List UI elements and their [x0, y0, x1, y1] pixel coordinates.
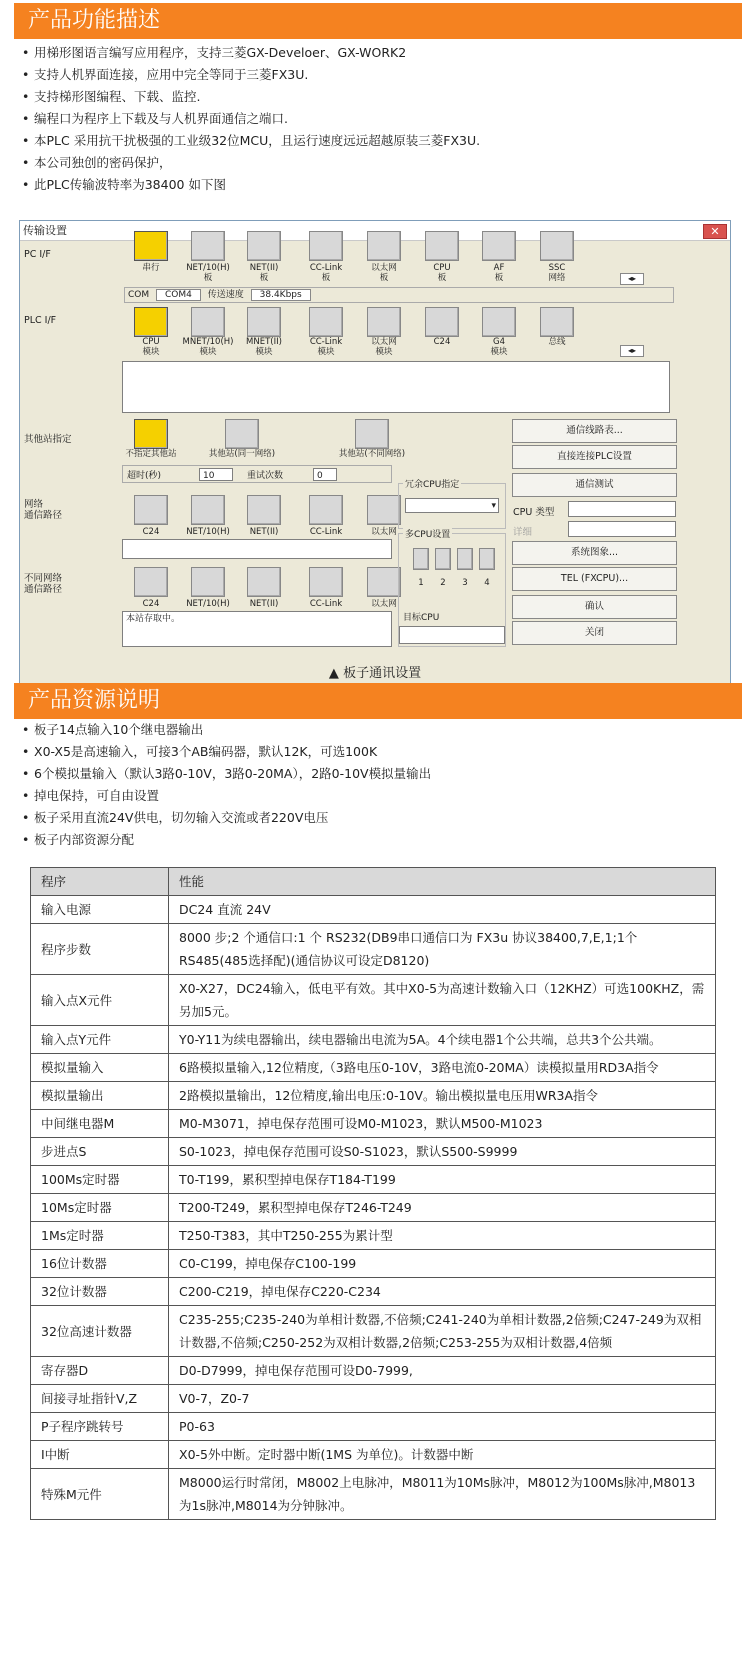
- timeout-label: 超时(秒): [127, 471, 162, 481]
- detail-field: [568, 521, 676, 537]
- table-row: [31, 1054, 716, 1082]
- feature-item: • 编程口为程序上下载及与人机界面通信之端口.: [22, 108, 742, 130]
- row-name: 程序步数: [31, 924, 169, 975]
- pc_items-label-7: SSC 网络: [548, 263, 566, 283]
- pc_items-icon-2[interactable]: [247, 231, 281, 261]
- pc_items-label-1: NET/10(H) 板: [186, 263, 230, 283]
- plc_items-icon-5[interactable]: [425, 307, 459, 337]
- plc_items-label-2: MNET(II) 模块: [246, 337, 282, 357]
- row-value: T200-T249，累积型掉电保存T246-T249: [169, 1194, 716, 1222]
- net_items-label-1: NET/10(H): [186, 527, 230, 537]
- table-row: [31, 1082, 716, 1110]
- plc_items-icon-4[interactable]: [367, 307, 401, 337]
- other-station-label: 其他站指定: [24, 434, 72, 445]
- row-name: 模拟量输出: [31, 1082, 169, 1110]
- table-row: [31, 1413, 716, 1441]
- plc_items-label-5: C24: [433, 337, 451, 347]
- row-name: I中断: [31, 1441, 169, 1469]
- plc-info-box: [122, 361, 670, 413]
- net_items-label-2: NET(II): [249, 527, 279, 537]
- pc_items-icon-1[interactable]: [191, 231, 225, 261]
- multi-cpu-num-2: 3: [462, 578, 468, 588]
- table-row: [31, 1357, 716, 1385]
- table-row: [31, 1138, 716, 1166]
- row-name: 100Ms定时器: [31, 1166, 169, 1194]
- resource-item: • 掉电保持，可自由设置: [22, 785, 742, 807]
- plc_items-icon-1[interactable]: [191, 307, 225, 337]
- plc_items-label-6: G4 模块: [490, 337, 508, 357]
- table-row: [31, 1385, 716, 1413]
- row-value: V0-7，Z0-7: [169, 1385, 716, 1413]
- diff_items-icon-1[interactable]: [191, 567, 225, 597]
- resources-header: 产品资源说明: [14, 683, 742, 719]
- row-name: 模拟量输入: [31, 1054, 169, 1082]
- row-value: 8000 步;2 个通信口:1 个 RS232(DB9串口通信口为 FX3u 协议38400,7,E,1;1个RS485(485选择配)(通信协议可设定D8120): [169, 924, 716, 975]
- net_items-icon-1[interactable]: [191, 495, 225, 525]
- resource-table: [30, 867, 716, 1520]
- header-performance: 性能: [169, 868, 716, 896]
- redundant-cpu-group: [398, 480, 506, 529]
- scroll-arrows-2[interactable]: ◂▸: [620, 345, 644, 357]
- table-row: [31, 1166, 716, 1194]
- row-value: T0-T199，累积型掉电保存T184-T199: [169, 1166, 716, 1194]
- row-name: 间接寻址指针V,Z: [31, 1385, 169, 1413]
- plc_items-icon-7[interactable]: [540, 307, 574, 337]
- pc_items-icon-3[interactable]: [309, 231, 343, 261]
- row-value: X0-5外中断。定时器中断(1MS 为单位)。计数器中断: [169, 1441, 716, 1469]
- net_items-label-0: C24: [142, 527, 160, 537]
- row-name: 32位计数器: [31, 1278, 169, 1306]
- feature-item: • 本公司独创的密码保护，: [22, 152, 742, 174]
- multi-cpu-box-3[interactable]: [479, 548, 495, 570]
- side-button-6[interactable]: 关闭: [512, 621, 677, 645]
- plc_items-icon-6[interactable]: [482, 307, 516, 337]
- row-value: M0-M3071，掉电保存范围可设M0-M1023，默认M500-M1023: [169, 1110, 716, 1138]
- feature-item: • 用梯形图语言编写应用程序，支持三菱GX-Develoer、GX-WORK2: [22, 42, 742, 64]
- plc_items-label-3: CC-Link 模块: [309, 337, 343, 357]
- table-row: [31, 1469, 716, 1520]
- pc_items-icon-7[interactable]: [540, 231, 574, 261]
- row-value: X0-X27，DC24输入，低电平有效。其中X0-5为高速计数输入口（12KHZ）可选100KHZ，需另加5元。: [169, 975, 716, 1026]
- feature-item: • 支持梯形图编程、下载、监控.: [22, 86, 742, 108]
- plc_items-icon-0[interactable]: [134, 307, 168, 337]
- net_items-icon-4[interactable]: [367, 495, 401, 525]
- row-name: 32位高速计数器: [31, 1306, 169, 1357]
- diff_items-label-4: 以太网: [371, 599, 397, 609]
- speed-label: 传送速度: [207, 290, 244, 300]
- net-route-box: [122, 539, 392, 559]
- row-value: Y0-Y11为续电器输出，续电器输出电流为5A。4个续电器1个公共端，总共3个公共端。: [169, 1026, 716, 1054]
- pc_items-icon-5[interactable]: [425, 231, 459, 261]
- other_items-label-1: 其他站(同一网络): [208, 449, 276, 459]
- row-value: C235-255;C235-240为单相计数器,不倍频;C241-240为单相计数器,2倍频;C247-249为双相计数器,不倍频;C250-252为双相计数器,2倍频;C253-255为双相计数器,4倍频: [169, 1306, 716, 1357]
- plc_items-icon-2[interactable]: [247, 307, 281, 337]
- diff_items-icon-0[interactable]: [134, 567, 168, 597]
- retry-input[interactable]: 0: [313, 468, 337, 481]
- diff_items-label-1: NET/10(H): [186, 599, 230, 609]
- pc_items-icon-4[interactable]: [367, 231, 401, 261]
- plc_items-label-7: 总线: [548, 337, 566, 347]
- row-name: 输入点Y元件: [31, 1026, 169, 1054]
- diff_items-icon-4[interactable]: [367, 567, 401, 597]
- multi-cpu-box-1[interactable]: [435, 548, 451, 570]
- row-value: C200-C219，掉电保存C220-C234: [169, 1278, 716, 1306]
- target-cpu-input[interactable]: [399, 626, 505, 644]
- diff_items-label-0: C24: [142, 599, 160, 609]
- pc_items-label-5: CPU 板: [433, 263, 451, 283]
- resource-item: • 板子内部资源分配: [22, 829, 742, 851]
- row-name: 16位计数器: [31, 1250, 169, 1278]
- plc_items-label-4: 以太网 模块: [371, 337, 397, 357]
- row-value: T250-T383，其中T250-255为累计型: [169, 1222, 716, 1250]
- net-route-label: 网络 通信路径: [24, 499, 63, 521]
- resources-list: [22, 719, 742, 851]
- com-line: [124, 287, 674, 303]
- other_items-label-0: 不指定其他站: [125, 449, 177, 459]
- pc_items-label-3: CC-Link 板: [309, 263, 343, 283]
- timeout-panel: [122, 465, 392, 483]
- row-value: P0-63: [169, 1413, 716, 1441]
- table-row: [31, 1441, 716, 1469]
- multi-cpu-num-1: 2: [440, 578, 446, 588]
- chevron-down-icon: ▾: [491, 501, 496, 511]
- resource-item: • 板子14点输入10个继电器输出: [22, 719, 742, 741]
- row-name: 中间继电器M: [31, 1110, 169, 1138]
- table-row: [31, 1194, 716, 1222]
- multi-cpu-group: [398, 530, 506, 647]
- row-name: 10Ms定时器: [31, 1194, 169, 1222]
- pc_items-label-4: 以太网 板: [371, 263, 397, 283]
- net_items-icon-2[interactable]: [247, 495, 281, 525]
- side-button-2[interactable]: 通信测试: [512, 473, 677, 497]
- row-name: 步进点S: [31, 1138, 169, 1166]
- diff_items-label-3: CC-Link: [309, 599, 343, 609]
- row-value: 2路模拟量输出，12位精度,输出电压:0-10V。输出模拟量电压用WR3A指令: [169, 1082, 716, 1110]
- multi-cpu-label: 多CPU设置: [403, 527, 452, 540]
- other_items-icon-0[interactable]: [134, 419, 168, 449]
- side-button-5[interactable]: 确认: [512, 595, 677, 619]
- table-row: [31, 1110, 716, 1138]
- timeout-input[interactable]: 10: [199, 468, 233, 481]
- side-button-3[interactable]: 系统图象...: [512, 541, 677, 565]
- multi-cpu-box-2[interactable]: [457, 548, 473, 570]
- plc-if-label: PLC I/F: [24, 315, 57, 326]
- diff_items-icon-2[interactable]: [247, 567, 281, 597]
- pc_items-label-2: NET(II) 板: [249, 263, 279, 283]
- other_items-icon-1[interactable]: [225, 419, 259, 449]
- side-button-0[interactable]: 通信线路表...: [512, 419, 677, 443]
- com-label: COM: [128, 290, 150, 300]
- multi-cpu-box-0[interactable]: [413, 548, 429, 570]
- net_items-icon-0[interactable]: [134, 495, 168, 525]
- multi-cpu-num-3: 4: [484, 578, 490, 588]
- row-name: 输入点X元件: [31, 975, 169, 1026]
- table-row: [31, 1222, 716, 1250]
- row-value: M8000运行时常闭，M8002上电脉冲，M8011为10Ms脉冲，M8012为100Ms脉冲,M8013为1s脉冲,M8014为分钟脉冲。: [169, 1469, 716, 1520]
- row-name: P子程序跳转号: [31, 1413, 169, 1441]
- feature-item: • 此PLC传输波特率为38400 如下图: [22, 174, 742, 196]
- table-row: [31, 1250, 716, 1278]
- plc_items-icon-3[interactable]: [309, 307, 343, 337]
- features-header: 产品功能描述: [14, 3, 742, 39]
- header-program: 程序: [31, 868, 169, 896]
- row-name: 输入电源: [31, 896, 169, 924]
- detail-label: 详细: [513, 527, 533, 538]
- scroll-arrows[interactable]: ◂▸: [620, 273, 644, 285]
- row-value: D0-D7999，掉电保存范围可设D0-7999,: [169, 1357, 716, 1385]
- net_items-label-4: 以太网: [371, 527, 397, 537]
- resource-item: • X0-X5是高速输入，可接3个AB编码器，默认12K，可选100K: [22, 741, 742, 763]
- table-row: [31, 896, 716, 924]
- row-name: 1Ms定时器: [31, 1222, 169, 1250]
- transfer-settings-dialog: [19, 220, 731, 690]
- retry-label: 重试次数: [247, 471, 284, 481]
- feature-item: • 本PLC 采用抗干扰极强的工业级32位MCU，且运行速度远远超越原装三菱FX3U.: [22, 130, 742, 152]
- table-row: [31, 924, 716, 975]
- resource-item: • 6个模拟量输入（默认3路0-10V，3路0-20MA），2路0-10V模拟量输出: [22, 763, 742, 785]
- diff_items-label-2: NET(II): [249, 599, 279, 609]
- multi-cpu-num-0: 1: [418, 578, 424, 588]
- net_items-icon-3[interactable]: [309, 495, 343, 525]
- status-box: 本站存取中。: [122, 611, 392, 647]
- target-cpu-label: 目标CPU: [403, 613, 440, 623]
- pc_items-icon-0[interactable]: [134, 231, 168, 261]
- cpu-type-field: [568, 501, 676, 517]
- close-icon[interactable]: ✕: [703, 224, 727, 239]
- pc-if-label: PC I/F: [24, 249, 51, 260]
- figure-caption: ▲ 板子通讯设置: [328, 666, 422, 681]
- cpu-type-label: CPU 类型: [513, 507, 555, 518]
- features-list: [22, 42, 742, 196]
- row-value: DC24 直流 24V: [169, 896, 716, 924]
- row-value: C0-C199，掉电保存C100-199: [169, 1250, 716, 1278]
- table-row: [31, 1306, 716, 1357]
- plc_items-label-0: CPU 模块: [142, 337, 160, 357]
- redundant-cpu-label: 冗余CPU指定: [403, 477, 461, 490]
- feature-item: • 支持人机界面连接，应用中完全等同于三菱FX3U.: [22, 64, 742, 86]
- row-value: S0-1023，掉电保存范围可设S0-S1023，默认S500-S9999: [169, 1138, 716, 1166]
- table-row: [31, 1278, 716, 1306]
- row-value: 6路模拟量输入,12位精度,（3路电压0-10V，3路电流0-20MA）读模拟量用RD3A指令: [169, 1054, 716, 1082]
- pc_items-label-6: AF 板: [493, 263, 505, 283]
- other_items-label-2: 其他站(不同网络): [338, 449, 406, 459]
- caption-text: 板子通讯设置: [343, 666, 422, 681]
- diff-route-label: 不同网络 通信路径: [24, 573, 63, 595]
- table-row: [31, 975, 716, 1026]
- speed-value[interactable]: 38.4Kbps: [251, 289, 311, 301]
- pc_items-icon-6[interactable]: [482, 231, 516, 261]
- side-button-1[interactable]: 直接连接PLC设置: [512, 445, 677, 469]
- side-button-4[interactable]: TEL (FXCPU)...: [512, 567, 677, 591]
- table-row: [31, 1026, 716, 1054]
- dialog-title: 传输设置: [20, 221, 730, 241]
- row-name: 特殊M元件: [31, 1469, 169, 1520]
- com-value[interactable]: COM4: [156, 289, 201, 301]
- diff_items-icon-3[interactable]: [309, 567, 343, 597]
- resource-item: • 板子采用直流24V供电，切勿输入交流或者220V电压: [22, 807, 742, 829]
- row-name: 寄存器D: [31, 1357, 169, 1385]
- pc_items-label-0: 串行: [142, 263, 160, 273]
- other_items-icon-2[interactable]: [355, 419, 389, 449]
- plc_items-label-1: MNET/10(H) 模块: [182, 337, 234, 357]
- redundant-cpu-select[interactable]: [405, 498, 499, 513]
- net_items-label-3: CC-Link: [309, 527, 343, 537]
